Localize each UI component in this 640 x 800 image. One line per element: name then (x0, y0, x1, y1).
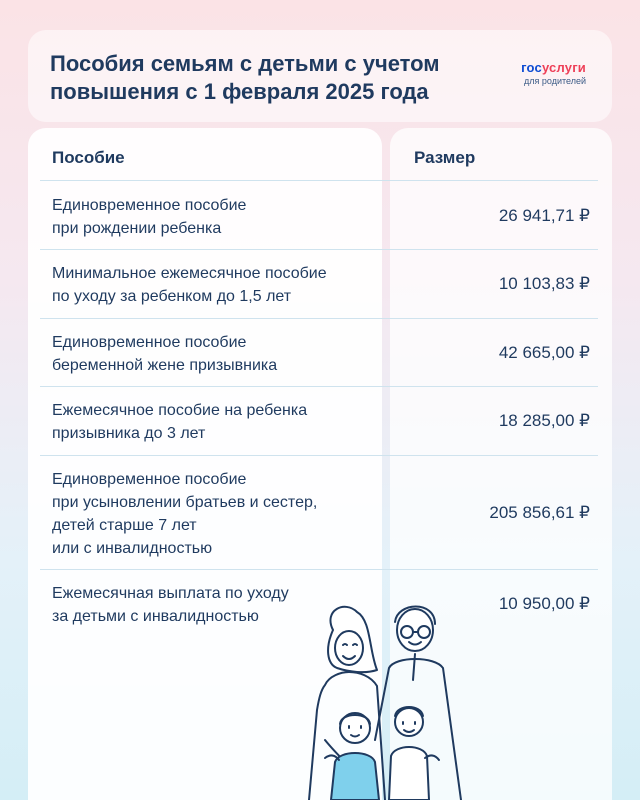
table-row-value: 18 285,00 ₽ (498, 411, 590, 430)
divider (40, 249, 598, 250)
table-row-value: 42 665,00 ₽ (498, 343, 590, 362)
column-header-benefit: Пособие (52, 148, 125, 167)
table-row-label: Единовременное пособие при рождении ребенка (52, 197, 247, 237)
table-row-value: 10 950,00 ₽ (498, 594, 590, 613)
column-header-amount: Размер (414, 148, 476, 167)
divider (40, 318, 598, 319)
table-row-label: Ежемесячное пособие на ребенка призывника до 3 лет (52, 402, 308, 442)
header-panel (28, 30, 612, 122)
logo-gos: гос (521, 60, 542, 75)
page-title (50, 50, 470, 106)
table-row-label: Минимальное ежемесячное пособие по уходу за ребенком до 1,5 лет (52, 265, 327, 305)
family-icon (285, 590, 485, 800)
divider (40, 180, 598, 181)
logo-uslugi: услуги (541, 60, 586, 75)
table-row-label: Ежемесячная выплата по уходу за детьми с инвалидностью (52, 585, 289, 625)
title-line-2: повышения с 1 февраля 2025 года (50, 79, 429, 104)
logo-subtitle: для родителей (524, 76, 586, 86)
title-line-1: Пособия семьям с детьми с учетом (50, 51, 440, 76)
table-row-label: Единовременное пособие беременной жене призывника (52, 334, 278, 374)
table-row-label: Единовременное пособие при усыновлении братьев и сестер, детей старше 7 лет или с инвалидностью (52, 471, 318, 557)
table-row-value: 10 103,83 ₽ (498, 274, 590, 293)
divider (40, 569, 598, 570)
gosuslugi-logo (521, 60, 586, 86)
table-row-value: 26 941,71 ₽ (498, 206, 590, 225)
divider (40, 386, 598, 387)
table-row-value: 205 856,61 ₽ (489, 503, 590, 522)
divider (40, 455, 598, 456)
